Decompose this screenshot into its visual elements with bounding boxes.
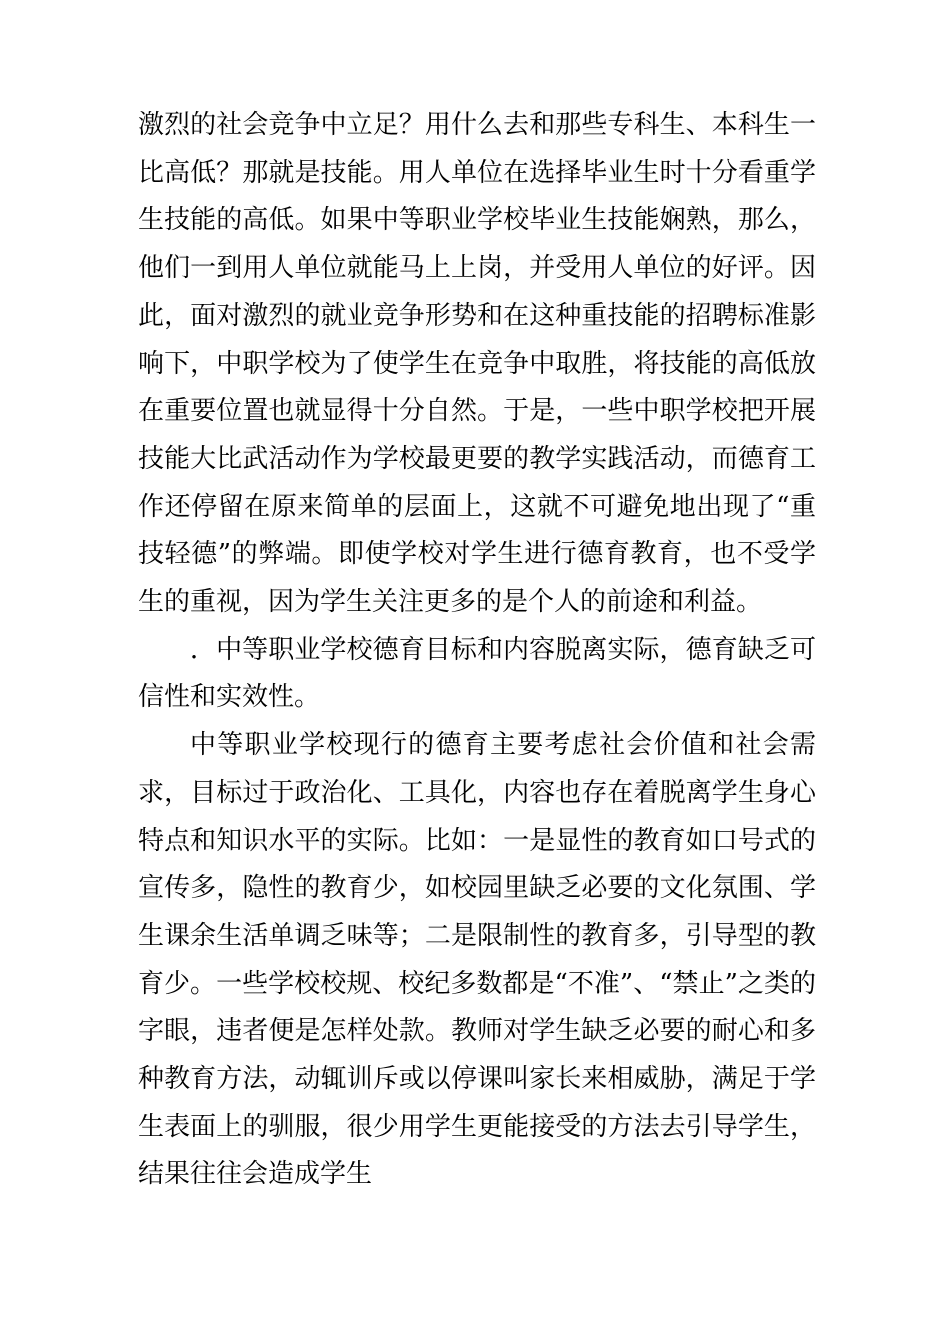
section-heading: ．中等职业学校德育目标和内容脱离实际，德育缺乏可信性和实效性。: [138, 634, 816, 713]
paragraph-continuation: 激烈的社会竞争中立足？用什么去和那些专科生、本科生一比高低？那就是技能。用人单位在选择毕业生时十分看重学生技能的高低。如果中等职业学校毕业生技能娴熟，那么，他们一到用人单位就能马上上岗，并受用人单位的好评。因此，面对激烈的就业竞争形势和在这种重技能的招聘标准影响下，中职学校为了使学生在竞争中取胜，将技能的高低放在重要位置也就显得十分自然。于是，一些中职学校把开展技能大比武活动作为学校最更要的教学实践活动，而德育工作还停留在原来简单的层面上，这就不可避免地出现了“重技轻德”的弊端。即使学校对学生进行德育教育，也不受学生的重视，因为学生关注更多的是个人的前途和利益。: [138, 110, 816, 618]
body-text: [138, 102, 816, 1199]
paragraph: 中等职业学校现行的德育主要考虑社会价值和社会需求，目标过于政治化、工具化，内容也存在着脱离学生身心特点和知识水平的实际。比如：一是显性的教育如口号式的宣传多，隐性的教育少，如校园里缺乏必要的文化氛围、学生课余生活单调乏味等；二是限制性的教育多，引导型的教育少。一些学校校规、校纪多数都是“不准”、“禁止”之类的字眼，违者便是怎样处款。教师对学生缺乏必要的耐心和多种教育方法，动辄训斥或以停课叫家长来相威胁，满足于学生表面上的驯服，很少用学生更能接受的方法去引导学生，结果往往会造成学生: [138, 730, 816, 1190]
